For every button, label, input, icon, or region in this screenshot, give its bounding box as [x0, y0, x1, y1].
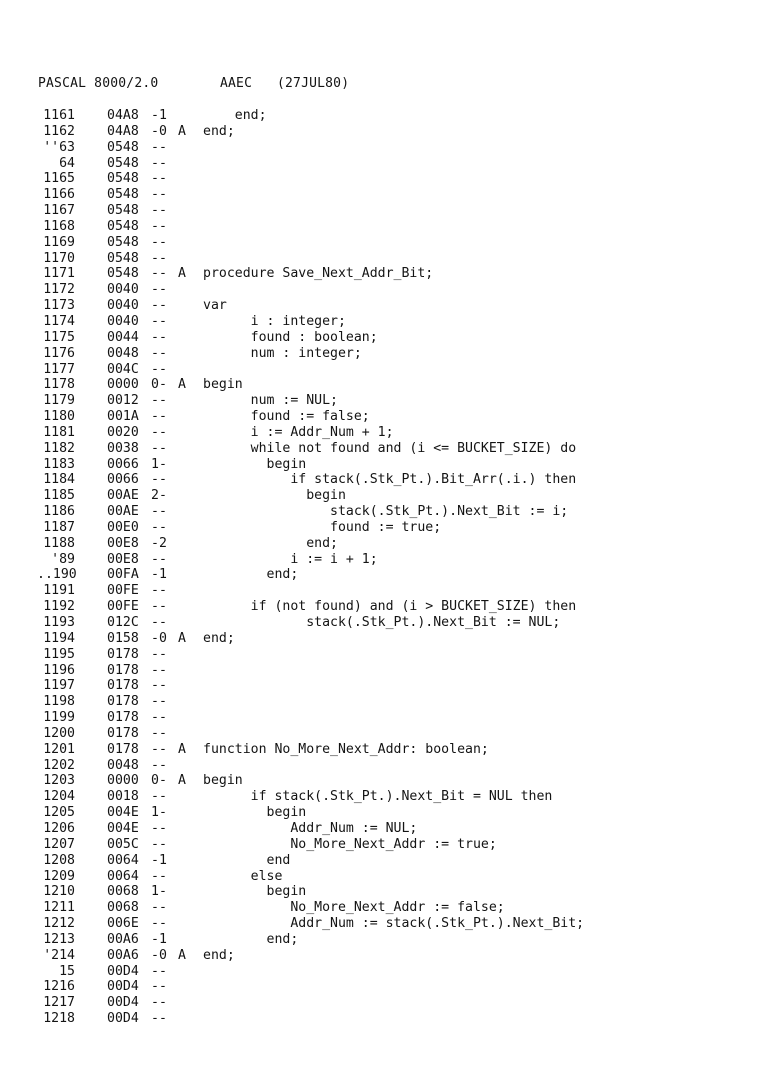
source-code: end;	[203, 123, 235, 139]
address: 0548	[107, 155, 139, 171]
address: 04A8	[107, 123, 139, 139]
listing-line	[0, 710, 760, 726]
source-code: num := NUL;	[203, 393, 338, 409]
listing-line	[0, 631, 760, 647]
line-number: 1185	[43, 488, 75, 504]
address: 00A6	[107, 947, 139, 963]
line-number: 1172	[43, 282, 75, 298]
source-code: begin	[203, 805, 307, 821]
source-code: num : integer;	[203, 345, 362, 361]
listing-line	[0, 266, 760, 282]
line-number: 1170	[43, 250, 75, 266]
address: 0064	[107, 868, 139, 884]
nesting-level: -1	[151, 852, 167, 868]
address: 0040	[107, 298, 139, 314]
listing-line	[0, 457, 760, 473]
address: 0548	[107, 171, 139, 187]
source-code: end;	[203, 535, 338, 551]
listing-line	[0, 805, 760, 821]
nesting-level: --	[151, 424, 167, 440]
nesting-level: -0	[151, 123, 167, 139]
address: 0178	[107, 741, 139, 757]
listing-line	[0, 694, 760, 710]
line-number: 1197	[43, 678, 75, 694]
listing-line	[0, 298, 760, 314]
listing-line	[0, 758, 760, 774]
nesting-level: --	[151, 963, 167, 979]
listing-line	[0, 979, 760, 995]
listing-line	[0, 742, 760, 758]
line-number: 1182	[43, 440, 75, 456]
nesting-level: -0	[151, 630, 167, 646]
address: 001A	[107, 409, 139, 425]
line-number: 1168	[43, 218, 75, 234]
source-code: end;	[203, 567, 299, 583]
address: 0548	[107, 187, 139, 203]
line-number: 1217	[43, 995, 75, 1011]
line-number: 1203	[43, 773, 75, 789]
listing-line	[0, 1011, 760, 1027]
line-number: 1194	[43, 630, 75, 646]
listing-line	[0, 362, 760, 378]
nesting-level: --	[151, 551, 167, 567]
source-code: Addr_Num := NUL;	[203, 820, 418, 836]
address: 006E	[107, 916, 139, 932]
line-number: 1177	[43, 361, 75, 377]
line-number: 1165	[43, 171, 75, 187]
nesting-level: -2	[151, 535, 167, 551]
nesting-level: 1-	[151, 884, 167, 900]
line-number: 64	[59, 155, 75, 171]
listing-line	[0, 393, 760, 409]
source-code: end;	[203, 947, 235, 963]
nesting-level: --	[151, 995, 167, 1011]
flag-marker: A	[178, 123, 186, 139]
listing-line	[0, 948, 760, 964]
listing-line	[0, 488, 760, 504]
line-number: ''63	[43, 139, 75, 155]
address: 00E8	[107, 535, 139, 551]
line-number: 1218	[43, 1011, 75, 1027]
compile-date: (27JUL80)	[277, 76, 350, 91]
line-number: 1169	[43, 234, 75, 250]
address: 0548	[107, 266, 139, 282]
flag-marker: A	[178, 947, 186, 963]
address: 0548	[107, 234, 139, 250]
address: 0178	[107, 694, 139, 710]
source-code: var	[203, 298, 227, 314]
source-code: begin	[203, 884, 307, 900]
address: 00FE	[107, 583, 139, 599]
nesting-level: --	[151, 916, 167, 932]
address: 0000	[107, 773, 139, 789]
address: 00AE	[107, 504, 139, 520]
line-number: 1209	[43, 868, 75, 884]
listing-line	[0, 156, 760, 172]
address: 00FA	[107, 567, 139, 583]
line-number: 1201	[43, 741, 75, 757]
listing-line	[0, 472, 760, 488]
listing-line	[0, 203, 760, 219]
organization: AAEC	[220, 76, 253, 91]
nesting-level: --	[151, 313, 167, 329]
nesting-level: 1-	[151, 456, 167, 472]
source-code: begin	[203, 773, 243, 789]
address: 0012	[107, 393, 139, 409]
line-number: 1205	[43, 805, 75, 821]
listing-line	[0, 140, 760, 156]
nesting-level: --	[151, 1011, 167, 1027]
nesting-level: --	[151, 472, 167, 488]
listing-line	[0, 187, 760, 203]
source-code: if (not found) and (i > BUCKET_SIZE) then	[203, 599, 577, 615]
listing-line	[0, 108, 760, 124]
listing-line	[0, 995, 760, 1011]
nesting-level: --	[151, 615, 167, 630]
source-code: begin	[203, 488, 346, 504]
line-number: 1202	[43, 757, 75, 773]
address: 0040	[107, 313, 139, 329]
address: 0548	[107, 250, 139, 266]
nesting-level: --	[151, 504, 167, 520]
source-code: while not found and (i <= BUCKET_SIZE) do	[203, 440, 577, 456]
listing-line	[0, 853, 760, 869]
source-code: No_More_Next_Addr := false;	[203, 900, 505, 916]
address: 004E	[107, 805, 139, 821]
compiler-version: PASCAL 8000/2.0	[38, 76, 159, 91]
nesting-level: --	[151, 868, 167, 884]
address: 00D4	[107, 1011, 139, 1027]
line-number: 1216	[43, 979, 75, 995]
source-code: found := false;	[203, 409, 370, 425]
address: 0020	[107, 424, 139, 440]
nesting-level: --	[151, 345, 167, 361]
address: 0066	[107, 472, 139, 488]
line-number: '89	[51, 551, 75, 567]
line-number: 1166	[43, 187, 75, 203]
nesting-level: --	[151, 662, 167, 678]
listing-line	[0, 171, 760, 187]
line-number: 1195	[43, 646, 75, 662]
address: 004C	[107, 361, 139, 377]
source-code: i := i + 1;	[203, 551, 378, 567]
source-code: stack(.Stk_Pt.).Next_Bit := i;	[203, 504, 569, 520]
line-number: 1213	[43, 931, 75, 947]
source-code: found : boolean;	[203, 329, 378, 345]
line-number: 1171	[43, 266, 75, 282]
listing-line	[0, 520, 760, 536]
source-code: Addr_Num := stack(.Stk_Pt.).Next_Bit;	[203, 916, 585, 932]
line-number: 1212	[43, 916, 75, 932]
address: 0178	[107, 725, 139, 741]
listing-line	[0, 869, 760, 885]
nesting-level: --	[151, 187, 167, 203]
address: 0038	[107, 440, 139, 456]
address: 0178	[107, 646, 139, 662]
line-number: '214	[43, 947, 75, 963]
listing-line	[0, 663, 760, 679]
line-number: 1208	[43, 852, 75, 868]
source-code: end;	[203, 630, 235, 646]
nesting-level: --	[151, 218, 167, 234]
nesting-level: --	[151, 234, 167, 250]
address: 00D4	[107, 963, 139, 979]
source-code: No_More_Next_Addr := true;	[203, 836, 497, 852]
address: 0048	[107, 345, 139, 361]
nesting-level: --	[151, 979, 167, 995]
address: 0040	[107, 282, 139, 298]
nesting-level: 2-	[151, 488, 167, 504]
source-code: i := Addr_Num + 1;	[203, 424, 394, 440]
address: 0548	[107, 218, 139, 234]
nesting-level: --	[151, 250, 167, 266]
nesting-level: --	[151, 646, 167, 662]
source-code: end	[203, 852, 291, 868]
address: 0044	[107, 329, 139, 345]
line-number: 1161	[43, 108, 75, 123]
listing-line	[0, 821, 760, 837]
listing-line	[0, 552, 760, 568]
line-number: 1211	[43, 900, 75, 916]
line-number: 1178	[43, 377, 75, 393]
listing-line	[0, 773, 760, 789]
line-number: 1181	[43, 424, 75, 440]
source-code: function No_More_Next_Addr: boolean;	[203, 741, 489, 757]
nesting-level: --	[151, 393, 167, 409]
flag-marker: A	[178, 773, 186, 789]
nesting-level: -1	[151, 931, 167, 947]
nesting-level: --	[151, 298, 167, 314]
listing-line	[0, 536, 760, 552]
listing-line	[0, 124, 760, 140]
listing-line	[0, 647, 760, 663]
source-code: end;	[203, 931, 299, 947]
address: 0548	[107, 203, 139, 219]
source-code: if stack(.Stk_Pt.).Next_Bit = NUL then	[203, 789, 553, 805]
flag-marker: A	[178, 377, 186, 393]
address: 0048	[107, 757, 139, 773]
code-listing	[0, 108, 760, 1027]
address: 0064	[107, 852, 139, 868]
flag-marker: A	[178, 630, 186, 646]
line-number: 1173	[43, 298, 75, 314]
listing-line	[0, 583, 760, 599]
address: 04A8	[107, 108, 139, 123]
listing-line	[0, 678, 760, 694]
address: 0158	[107, 630, 139, 646]
listing-line	[0, 964, 760, 980]
source-code: i : integer;	[203, 313, 346, 329]
listing-line	[0, 615, 760, 631]
nesting-level: --	[151, 329, 167, 345]
address: 005C	[107, 836, 139, 852]
listing-line	[0, 726, 760, 742]
nesting-level: --	[151, 694, 167, 710]
line-number: 1210	[43, 884, 75, 900]
address: 0066	[107, 456, 139, 472]
listing-line	[0, 441, 760, 457]
address: 0178	[107, 710, 139, 726]
nesting-level: --	[151, 757, 167, 773]
listing-line	[0, 251, 760, 267]
line-number: 1192	[43, 599, 75, 615]
listing-line	[0, 314, 760, 330]
line-number: 1204	[43, 789, 75, 805]
nesting-level: --	[151, 282, 167, 298]
flag-marker: A	[178, 741, 186, 757]
nesting-level: 0-	[151, 377, 167, 393]
nesting-level: --	[151, 266, 167, 282]
source-code: else	[203, 868, 283, 884]
line-number: 1162	[43, 123, 75, 139]
line-number: 1207	[43, 836, 75, 852]
address: 012C	[107, 615, 139, 630]
listing-line	[0, 567, 760, 583]
address: 00D4	[107, 995, 139, 1011]
address: 0178	[107, 678, 139, 694]
address: 00AE	[107, 488, 139, 504]
address: 00E8	[107, 551, 139, 567]
nesting-level: --	[151, 900, 167, 916]
line-number: 1186	[43, 504, 75, 520]
address: 0000	[107, 377, 139, 393]
line-number: 1180	[43, 409, 75, 425]
nesting-level: --	[151, 820, 167, 836]
listing-line	[0, 409, 760, 425]
source-code: begin	[203, 456, 307, 472]
listing-line	[0, 377, 760, 393]
nesting-level: -0	[151, 947, 167, 963]
nesting-level: --	[151, 440, 167, 456]
listing-line	[0, 330, 760, 346]
address: 004E	[107, 820, 139, 836]
address: 0548	[107, 139, 139, 155]
source-code: procedure Save_Next_Addr_Bit;	[203, 266, 434, 282]
line-number: 1179	[43, 393, 75, 409]
source-code: stack(.Stk_Pt.).Next_Bit := NUL;	[203, 615, 561, 630]
line-number: 1206	[43, 820, 75, 836]
nesting-level: --	[151, 155, 167, 171]
line-number: 15	[59, 963, 75, 979]
line-number: 1187	[43, 519, 75, 535]
line-number: 1167	[43, 203, 75, 219]
line-number: 1176	[43, 345, 75, 361]
listing-line	[0, 235, 760, 251]
line-number: 1174	[43, 313, 75, 329]
listing-line	[0, 932, 760, 948]
nesting-level: --	[151, 789, 167, 805]
line-number: 1200	[43, 725, 75, 741]
line-number: 1188	[43, 535, 75, 551]
source-code: found := true;	[203, 519, 442, 535]
nesting-level: --	[151, 139, 167, 155]
listing-line	[0, 425, 760, 441]
source-code: begin	[203, 377, 243, 393]
line-number: 1183	[43, 456, 75, 472]
nesting-level: --	[151, 678, 167, 694]
nesting-level: --	[151, 583, 167, 599]
listing-line	[0, 282, 760, 298]
address: 0018	[107, 789, 139, 805]
source-code: end;	[203, 108, 267, 123]
address: 00FE	[107, 599, 139, 615]
line-number: 1193	[43, 615, 75, 630]
nesting-level: -1	[151, 108, 167, 123]
listing-line	[0, 789, 760, 805]
nesting-level: --	[151, 409, 167, 425]
nesting-level: --	[151, 710, 167, 726]
line-number: 1184	[43, 472, 75, 488]
nesting-level: --	[151, 361, 167, 377]
line-number: 1198	[43, 694, 75, 710]
nesting-level: --	[151, 171, 167, 187]
line-number: 1196	[43, 662, 75, 678]
nesting-level: --	[151, 203, 167, 219]
listing-line	[0, 346, 760, 362]
line-number: ..190	[37, 567, 77, 583]
listing-line	[0, 900, 760, 916]
source-code: if stack(.Stk_Pt.).Bit_Arr(.i.) then	[203, 472, 577, 488]
nesting-level: --	[151, 519, 167, 535]
page-header	[38, 76, 349, 91]
address: 0068	[107, 900, 139, 916]
nesting-level: --	[151, 836, 167, 852]
nesting-level: --	[151, 599, 167, 615]
flag-marker: A	[178, 266, 186, 282]
line-number: 1199	[43, 710, 75, 726]
address: 0068	[107, 884, 139, 900]
address: 00D4	[107, 979, 139, 995]
address: 00E0	[107, 519, 139, 535]
nesting-level: --	[151, 725, 167, 741]
listing-line	[0, 916, 760, 932]
address: 00A6	[107, 931, 139, 947]
address: 0178	[107, 662, 139, 678]
listing-line	[0, 219, 760, 235]
line-number: 1191	[43, 583, 75, 599]
line-number: 1175	[43, 329, 75, 345]
nesting-level: -1	[151, 567, 167, 583]
nesting-level: --	[151, 741, 167, 757]
nesting-level: 1-	[151, 805, 167, 821]
listing-line	[0, 599, 760, 615]
listing-line	[0, 884, 760, 900]
listing-line	[0, 504, 760, 520]
nesting-level: 0-	[151, 773, 167, 789]
listing-line	[0, 837, 760, 853]
